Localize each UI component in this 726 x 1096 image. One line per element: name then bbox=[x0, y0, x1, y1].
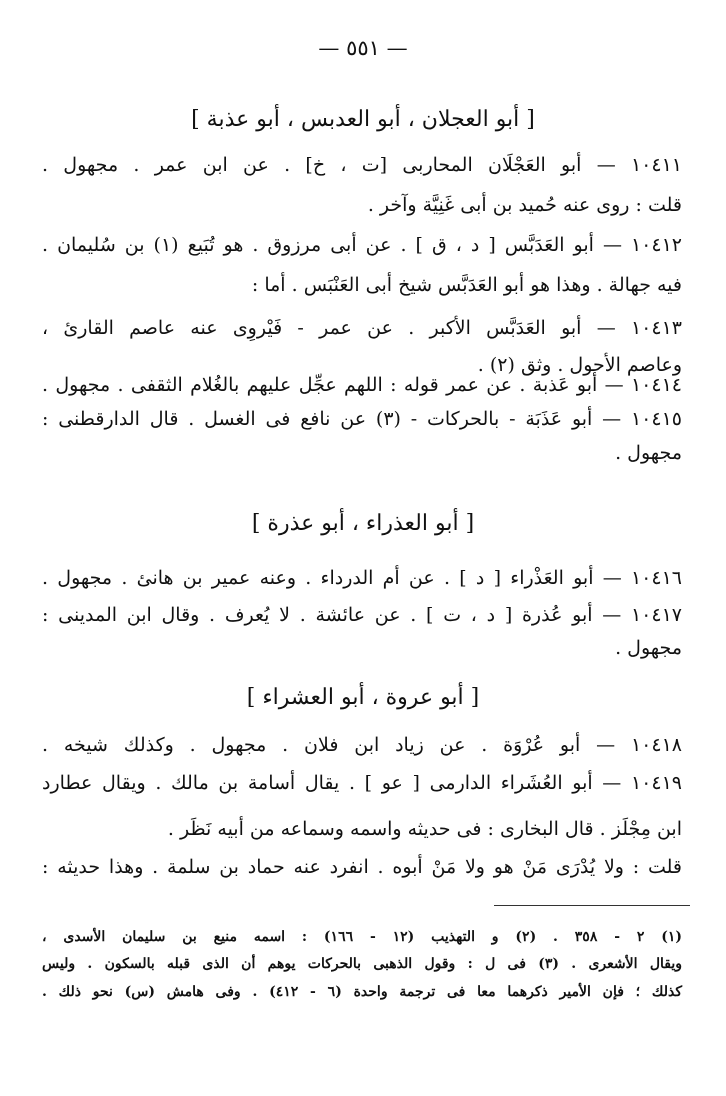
entry-10419: ١٠٤١٩ — أبو العُشَراء الدارمى [ عو ] . يقال أسامة بن مالك . ويقال عطارد bbox=[42, 772, 682, 794]
entry-10416: ١٠٤١٦ — أبو العَذْراء [ د ] . عن أم الدرداء . وعنه عمير بن هانئ . مجهول . bbox=[42, 567, 682, 589]
entry-10411: ١٠٤١١ — أبو العَجْلَان المحاربى [ت ، خ] . عن ابن عمر . مجهول . bbox=[42, 154, 682, 176]
entry-10415-cont: مجهول . bbox=[615, 442, 682, 464]
entry-10417: ١٠٤١٧ — أبو عُذرة [ د ، ت ] . عن عائشة . لا يُعرف . وقال ابن المدينى : bbox=[42, 604, 682, 626]
footnote-line-2: ويقال الأشعرى . (٣) فى ل : وقول الذهبى بالحركات يوهم أن الذى قبله بالسكون . وليس bbox=[42, 956, 682, 972]
entry-10418: ١٠٤١٨ — أبو عُرْوَة . عن زياد ابن فلان . مجهول . وكذلك شيخه . bbox=[42, 734, 682, 756]
section-heading-3: [ أبو عروة ، أبو العشراء ] bbox=[246, 685, 480, 710]
footnote-line-1: (١) ٢ - ٣٥٨ . (٢) و التهذيب (١٢ - ١٦٦) : اسمه منيع بن سليمان الأسدى ، bbox=[42, 929, 683, 945]
entry-10411-comment: قلت : روى عنه حُميد بن أبى غَنِيَّة وآخر . bbox=[367, 194, 682, 216]
entry-10412-cont: فيه جهالة . وهذا هو أبو العَدَبَّس شيخ أبى العَنْبَس . أما : bbox=[251, 274, 682, 296]
entry-10419-cont: ابن مِجْلَز . قال البخارى : فى حديثه واسمه وسماعه من أبيه نَظَر . bbox=[167, 818, 682, 840]
entry-10417-cont: مجهول . bbox=[615, 637, 682, 659]
footnote-line-3: كذلك ؛ فإن الأمير ذكرهما معا فى ترجمة واحدة (٦ - ٤١٢) . وفى هامش (س) نحو ذلك . bbox=[42, 984, 682, 1000]
entry-10415: ١٠٤١٥ — أبو عَذَبَة - بالحركات - (٣) عن نافع فى الغسل . قال الدارقطنى : bbox=[42, 408, 682, 430]
section-heading-1: [ أبو العجلان ، أبو العدبس ، أبو عذبة ] bbox=[191, 107, 535, 132]
footnote-separator bbox=[494, 905, 690, 906]
entry-10413: ١٠٤١٣ — أبو العَدَبَّس الأكبر . عن عمر - فَيْروِى عنه عاصم القارئ ، bbox=[42, 317, 682, 339]
entry-10413-cont: وعاصم الأحول . وثق (٢) . bbox=[477, 354, 682, 376]
page-number: — ٥٥١ — bbox=[318, 36, 408, 60]
entry-10419-comment: قلت : ولا يُدْرَى مَنْ هو ولا مَنْ أبوه . انفرد عنه حماد بن سلمة . وهذا حديثه : bbox=[42, 856, 682, 878]
section-heading-2: [ أبو العذراء ، أبو عذرة ] bbox=[251, 511, 475, 536]
entry-10412: ١٠٤١٢ — أبو العَدَبَّس [ د ، ق ] . عن أبى مرزوق . هو تُبَيع (١) بن سُليمان . bbox=[42, 234, 682, 256]
entry-10414: ١٠٤١٤ — أبو عَذبة . عن عمر قوله : اللهم عجِّل عليهم بالغُلام الثقفى . مجهول . bbox=[42, 374, 682, 396]
